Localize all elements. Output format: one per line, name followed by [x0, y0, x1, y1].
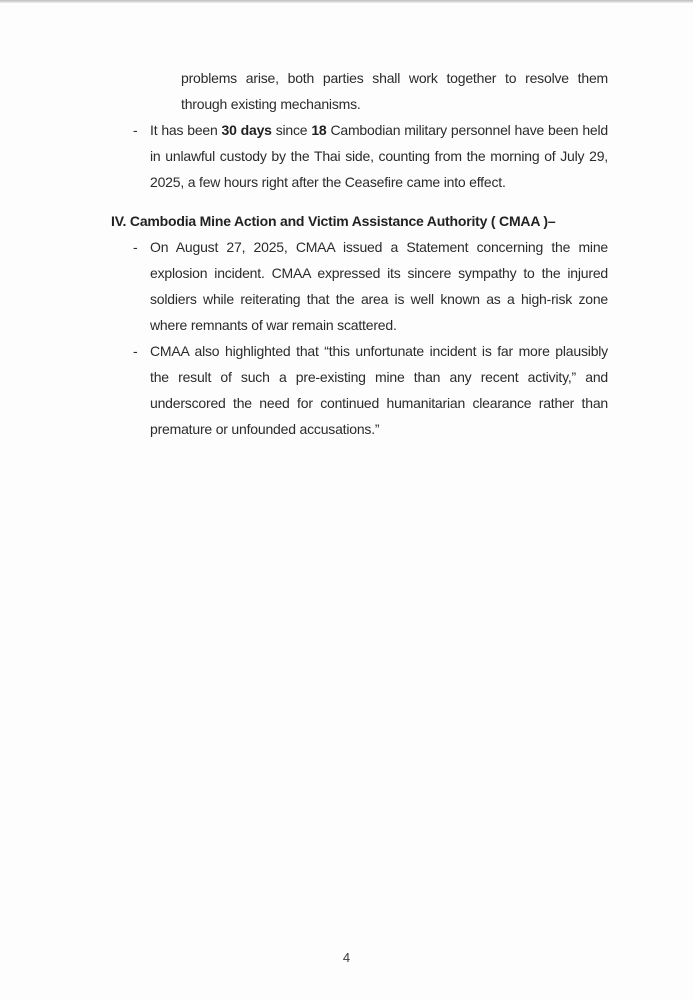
- bold-text-days: 30 days: [221, 122, 272, 138]
- page-number: 4: [342, 950, 351, 965]
- bullet-item-statement: [133, 234, 608, 338]
- bullet-marker: -: [133, 343, 138, 359]
- bullet-item-quote: [133, 338, 608, 442]
- text-segment: It has been: [150, 122, 222, 138]
- bullet-text-statement: On August 27, 2025, CMAA issued a Statement concerning the mine explosion incident. CMAA expressed its sincere sympathy to the injured soldiers while reiterating that the area is well known as a high-risk zone where remnants of war remain scattered.: [150, 239, 608, 333]
- page-content: [0, 0, 693, 442]
- bullet-marker: -: [133, 239, 138, 255]
- bullet-item-custody: [133, 117, 608, 195]
- paragraph-continuation: problems arise, both parties shall work together to resolve them through existing mechanisms.: [181, 70, 608, 112]
- bold-text-count: 18: [311, 122, 327, 138]
- text-segment: Cambodian military personnel have been held in unlawful custody by the Thai side, counting from the morning of July 29, 2025, a few hours right after the Ceasefire came into effect.: [150, 122, 608, 190]
- text-segment: since: [271, 122, 312, 138]
- bullet-text-custody: [150, 122, 608, 190]
- bullet-text-quote: CMAA also highlighted that “this unfortunate incident is far more plausibly the result of such a pre-existing mine than any recent activity,” and underscored the need for continued humanitarian clearance rather than premature or unfounded accusations.”: [150, 343, 608, 437]
- section-heading-iv: IV. Cambodia Mine Action and Victim Assistance Authority ( CMAA )–: [111, 213, 556, 229]
- bullet-marker: -: [133, 122, 138, 138]
